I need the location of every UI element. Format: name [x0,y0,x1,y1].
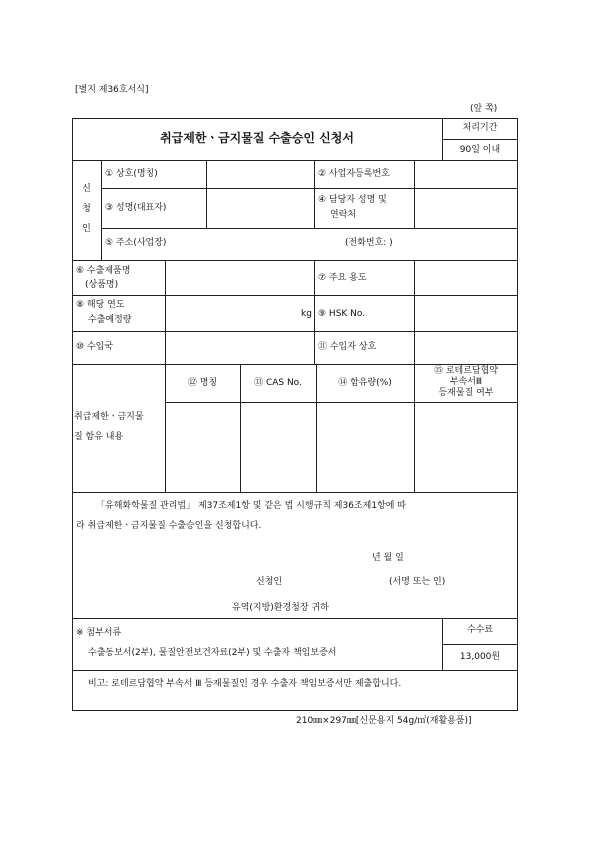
product-col-line [314,260,315,364]
import-country-label: ⑩ 수입국 [76,342,114,352]
business-number-field[interactable] [415,161,517,187]
export-product-label-2: (상품명) [85,280,119,290]
cas-number-header: ⑬ CAS No. [254,378,302,388]
rotterdam-header-1: ⑮ 로테르담협약 [433,366,499,376]
row-line [72,618,518,619]
applicant-col-line [314,160,315,228]
address-label: ⑤ 주소(사업장) [105,238,167,248]
applicant-signature-label: 신청인 [256,577,283,587]
export-quantity-label-2: 수출예정량 [88,315,132,325]
main-use-field[interactable] [415,261,517,294]
form-reference: [별지 제36호서식] [75,85,149,95]
attachments-heading: ※ 첨부서류 [76,628,122,638]
fee-line [442,644,518,645]
contact-label-2: 연락처 [330,210,357,220]
fee-value: 13,000원 [459,652,501,662]
import-country-field[interactable] [166,332,313,363]
importer-name-label: ⑪ 수입자 상호 [318,342,377,352]
applicant-label-2: 청 [82,204,91,214]
processing-label: 처리기간 [462,123,498,133]
address-field[interactable] [207,229,337,259]
importer-name-field[interactable] [415,332,517,363]
export-product-label-1: ⑥ 수출제품명 [76,266,131,276]
trade-name-label: ① 상호(명칭) [105,169,158,179]
rotterdam-header-2: 부속서Ⅲ [449,377,483,387]
addressee: 유역(지방)환경청장 귀하 [232,603,329,613]
business-number-label: ② 사업자등록번호 [318,169,390,179]
attachments-list: 수출동보서(2부), 물질안전보건자료(2부) 및 수출자 책임보증서 [88,648,337,658]
hsk-field[interactable] [415,296,517,330]
content-percent-header: ⑭ 함유량(%) [338,378,392,388]
content-label-2: 질 함유 내용 [74,432,124,442]
applicant-label-1: 신 [82,184,91,194]
declaration-line-1: 「유해화학물질 관리법」 제37조제1항 및 같은 법 시행규칙 제36조제1항에 따 [96,501,406,511]
substance-name-header: ⑫ 명칭 [187,378,218,388]
contact-field[interactable] [415,189,517,227]
application-date: 년 월 일 [372,553,404,563]
processing-value: 90일 이내 [459,145,501,155]
form-title: 취급제한ㆍ금지물질 수출승인 신청서 [160,131,354,145]
representative-label: ③ 성명(대표자) [105,203,167,213]
paper-spec: 210㎜×297㎜[신문용지 54g/㎡(재활용품)] [296,716,472,726]
row-line [72,492,518,493]
main-use-label: ⑦ 주요 용도 [318,273,367,283]
content-percent-field[interactable] [317,403,413,491]
substance-name-field[interactable] [166,403,239,491]
processing-divider [442,139,518,140]
applicant-name-field[interactable] [300,573,385,589]
row-line [72,364,518,365]
cas-number-field[interactable] [241,403,315,491]
content-label-1: 취급제한ㆍ금지물 [74,412,144,422]
row-line [72,670,518,671]
hsk-label: ⑨ HSK No. [318,309,366,319]
trade-name-field[interactable] [207,161,313,187]
rotterdam-field[interactable] [415,403,517,491]
signature-hint: (서명 또는 인) [389,577,446,587]
representative-field[interactable] [207,189,313,227]
rotterdam-header-3: 등재물질 여부 [438,388,494,398]
kg-unit: kg [301,309,312,319]
phone-label: (전화번호: ) [345,238,393,248]
applicant-label-divider [101,160,102,260]
export-product-field[interactable] [166,261,313,294]
declaration-line-2: 라 취급제한ㆍ금지물질 수출승인을 신청합니다. [76,521,262,531]
export-quantity-field[interactable] [166,296,298,330]
fee-label: 수수료 [466,625,494,635]
page-side-label: (앞 쪽) [470,104,498,114]
remarks-note: 비고: 로테르담협약 부속서 Ⅲ 등재물질인 경우 수출자 책임보증서만 제출합니다. [88,679,402,689]
export-quantity-label-1: ⑧ 해당 연도 [76,300,125,310]
contact-label-1: ④ 담당자 성명 및 [318,195,387,205]
applicant-label-3: 인 [82,224,91,234]
